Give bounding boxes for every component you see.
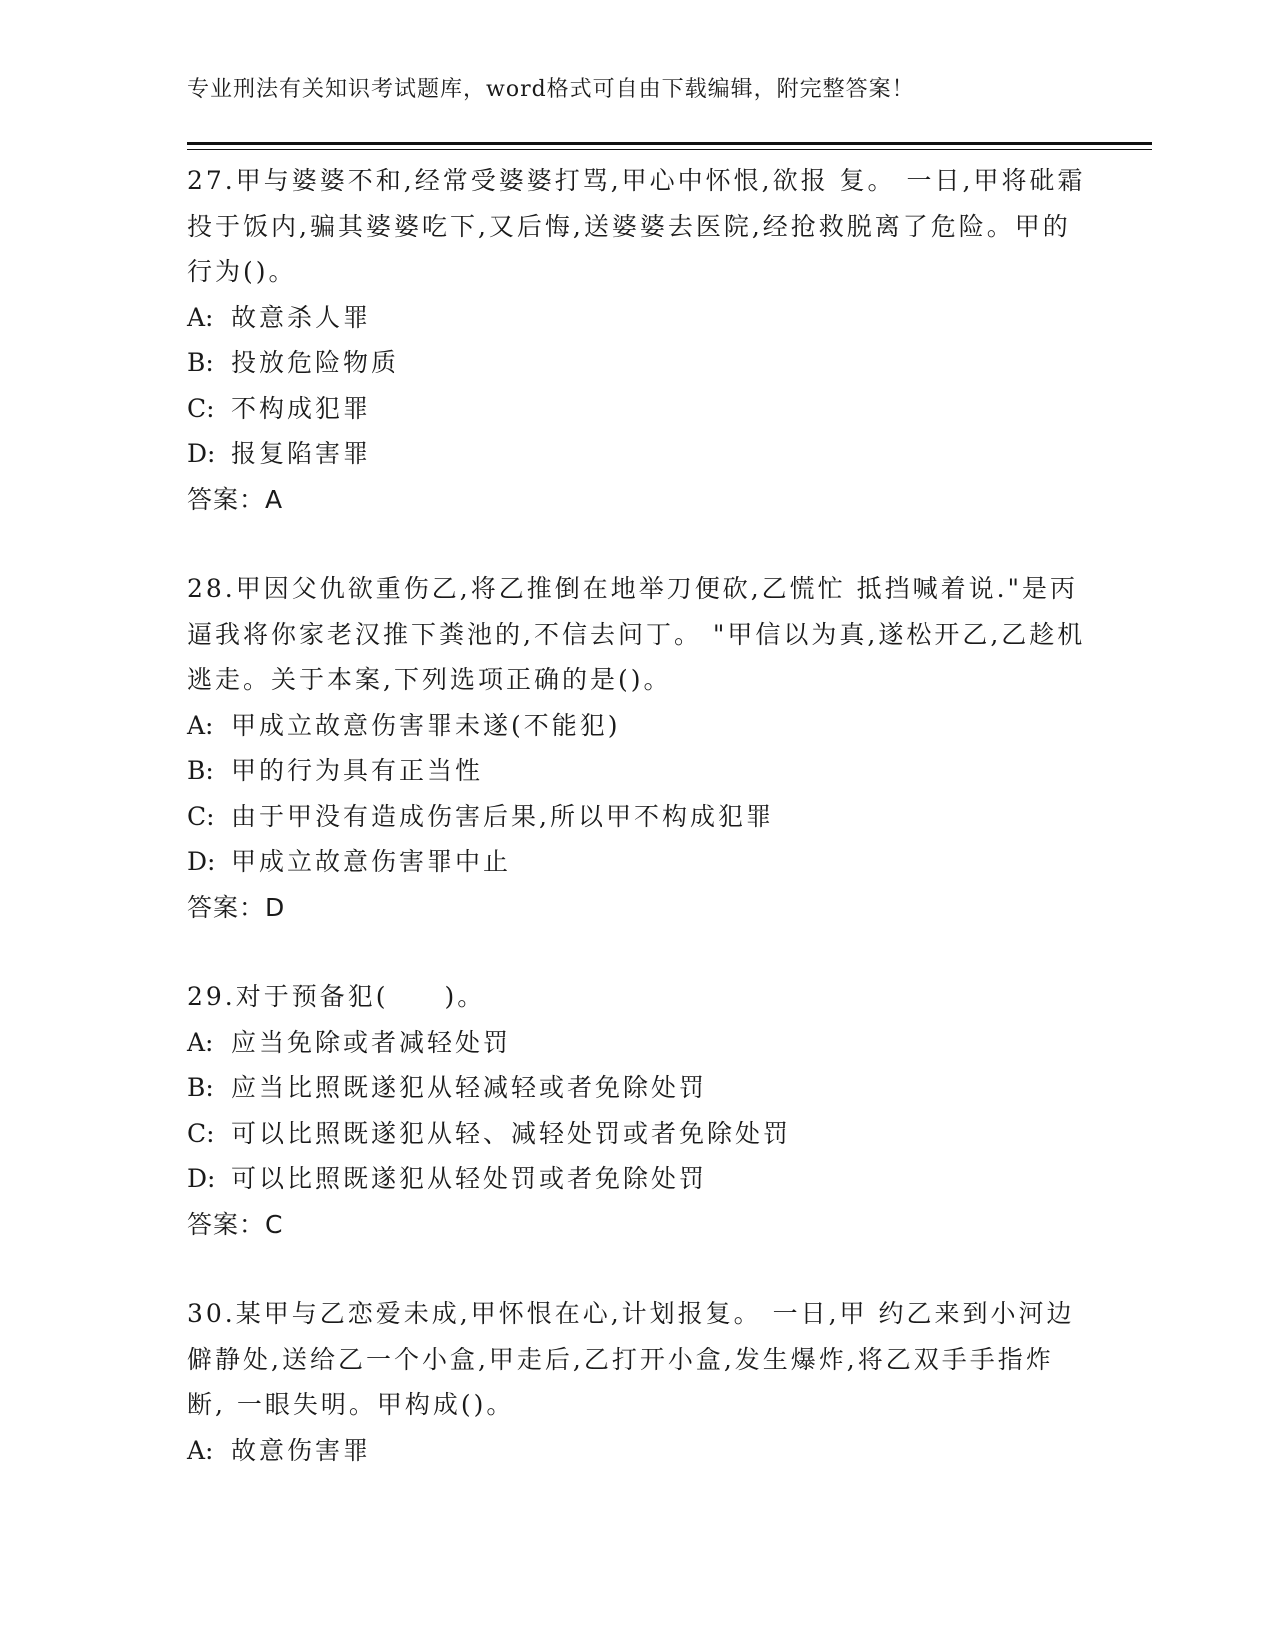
option-key: D: (187, 847, 216, 876)
option-text: 故意杀人罪 (231, 302, 372, 332)
option-key: A: (187, 1435, 214, 1465)
option-text: 可以比照既遂犯从轻处罚或者免除处罚 (231, 1164, 708, 1193)
question-stem: 28.甲因父仇欲重伤乙,将乙推倒在地举刀便砍,乙慌忙 抵挡喊着说."是丙逼我将你家老汉推下粪池的,不信去问丁。 "甲信以为真,遂松开乙,乙趁机逃走。关于本案,下列选项正确的是()。 (187, 574, 1086, 694)
option-c (187, 386, 1087, 432)
option-a (187, 295, 1087, 341)
option-text: 甲成立故意伤害罪中止 (231, 847, 512, 876)
answer-line: 答案：A (187, 484, 284, 514)
option-text: 甲的行为具有正当性 (231, 756, 484, 785)
option-key: A: (187, 1027, 214, 1057)
option-text: 由于甲没有造成伤害后果,所以甲不构成犯罪 (231, 801, 774, 831)
option-d (187, 839, 1087, 885)
question-stem: 29.对于预备犯( )。 (187, 982, 486, 1011)
question-stem: 27.甲与婆婆不和,经常受婆婆打骂,甲心中怀恨,欲报 复。 一日,甲将砒霜投于饭内,骗其婆婆吃下,又后悔,送婆婆去医院,经抢救脱离了危险。甲的行为()。 (187, 166, 1086, 286)
option-a (187, 703, 1087, 749)
option-b (187, 748, 1087, 794)
option-key: B: (187, 756, 214, 785)
option-a (187, 1020, 1087, 1066)
header-divider-thick (187, 142, 1152, 145)
option-key: A: (187, 302, 214, 332)
option-key: A: (187, 710, 214, 740)
option-key: B: (187, 348, 214, 377)
option-text: 应当比照既遂犯从轻减轻或者免除处罚 (231, 1073, 708, 1102)
option-key: C: (187, 393, 215, 423)
question-stem: 30.某甲与乙恋爱未成,甲怀恨在心,计划报复。 一日,甲 约乙来到小河边僻静处,送给乙一个小盒,甲走后,乙打开小盒,发生爆炸,将乙双手手指炸断, 一眼失明。甲构成()。 (187, 1299, 1075, 1419)
option-text: 投放危险物质 (231, 348, 400, 377)
option-text: 可以比照既遂犯从轻、减轻处罚或者免除处罚 (231, 1118, 792, 1148)
option-text: 不构成犯罪 (231, 393, 372, 423)
answer-line: 答案：D (187, 892, 286, 922)
option-b (187, 1065, 1087, 1111)
option-text: 故意伤害罪 (231, 1435, 372, 1465)
option-key: C: (187, 801, 215, 831)
question-27 (187, 158, 1087, 522)
option-text: 甲成立故意伤害罪未遂(不能犯) (231, 710, 621, 740)
page-header: 专业刑法有关知识考试题库，word格式可自由下载编辑，附完整答案！ (187, 77, 915, 102)
answer-line: 答案：C (187, 1209, 284, 1239)
option-key: B: (187, 1073, 214, 1102)
option-d (187, 1156, 1087, 1202)
option-text: 应当免除或者减轻处罚 (231, 1027, 512, 1057)
question-28 (187, 566, 1087, 930)
option-c (187, 794, 1087, 840)
option-c (187, 1111, 1087, 1157)
option-key: C: (187, 1118, 215, 1148)
question-29 (187, 974, 1087, 1247)
option-key: D: (187, 439, 216, 468)
option-key: D: (187, 1164, 216, 1193)
option-a (187, 1428, 1087, 1474)
question-30 (187, 1291, 1087, 1473)
option-b (187, 340, 1087, 386)
option-d (187, 431, 1087, 477)
header-divider-thin (187, 149, 1152, 150)
option-text: 报复陷害罪 (231, 439, 372, 468)
question-list (187, 158, 1087, 1517)
